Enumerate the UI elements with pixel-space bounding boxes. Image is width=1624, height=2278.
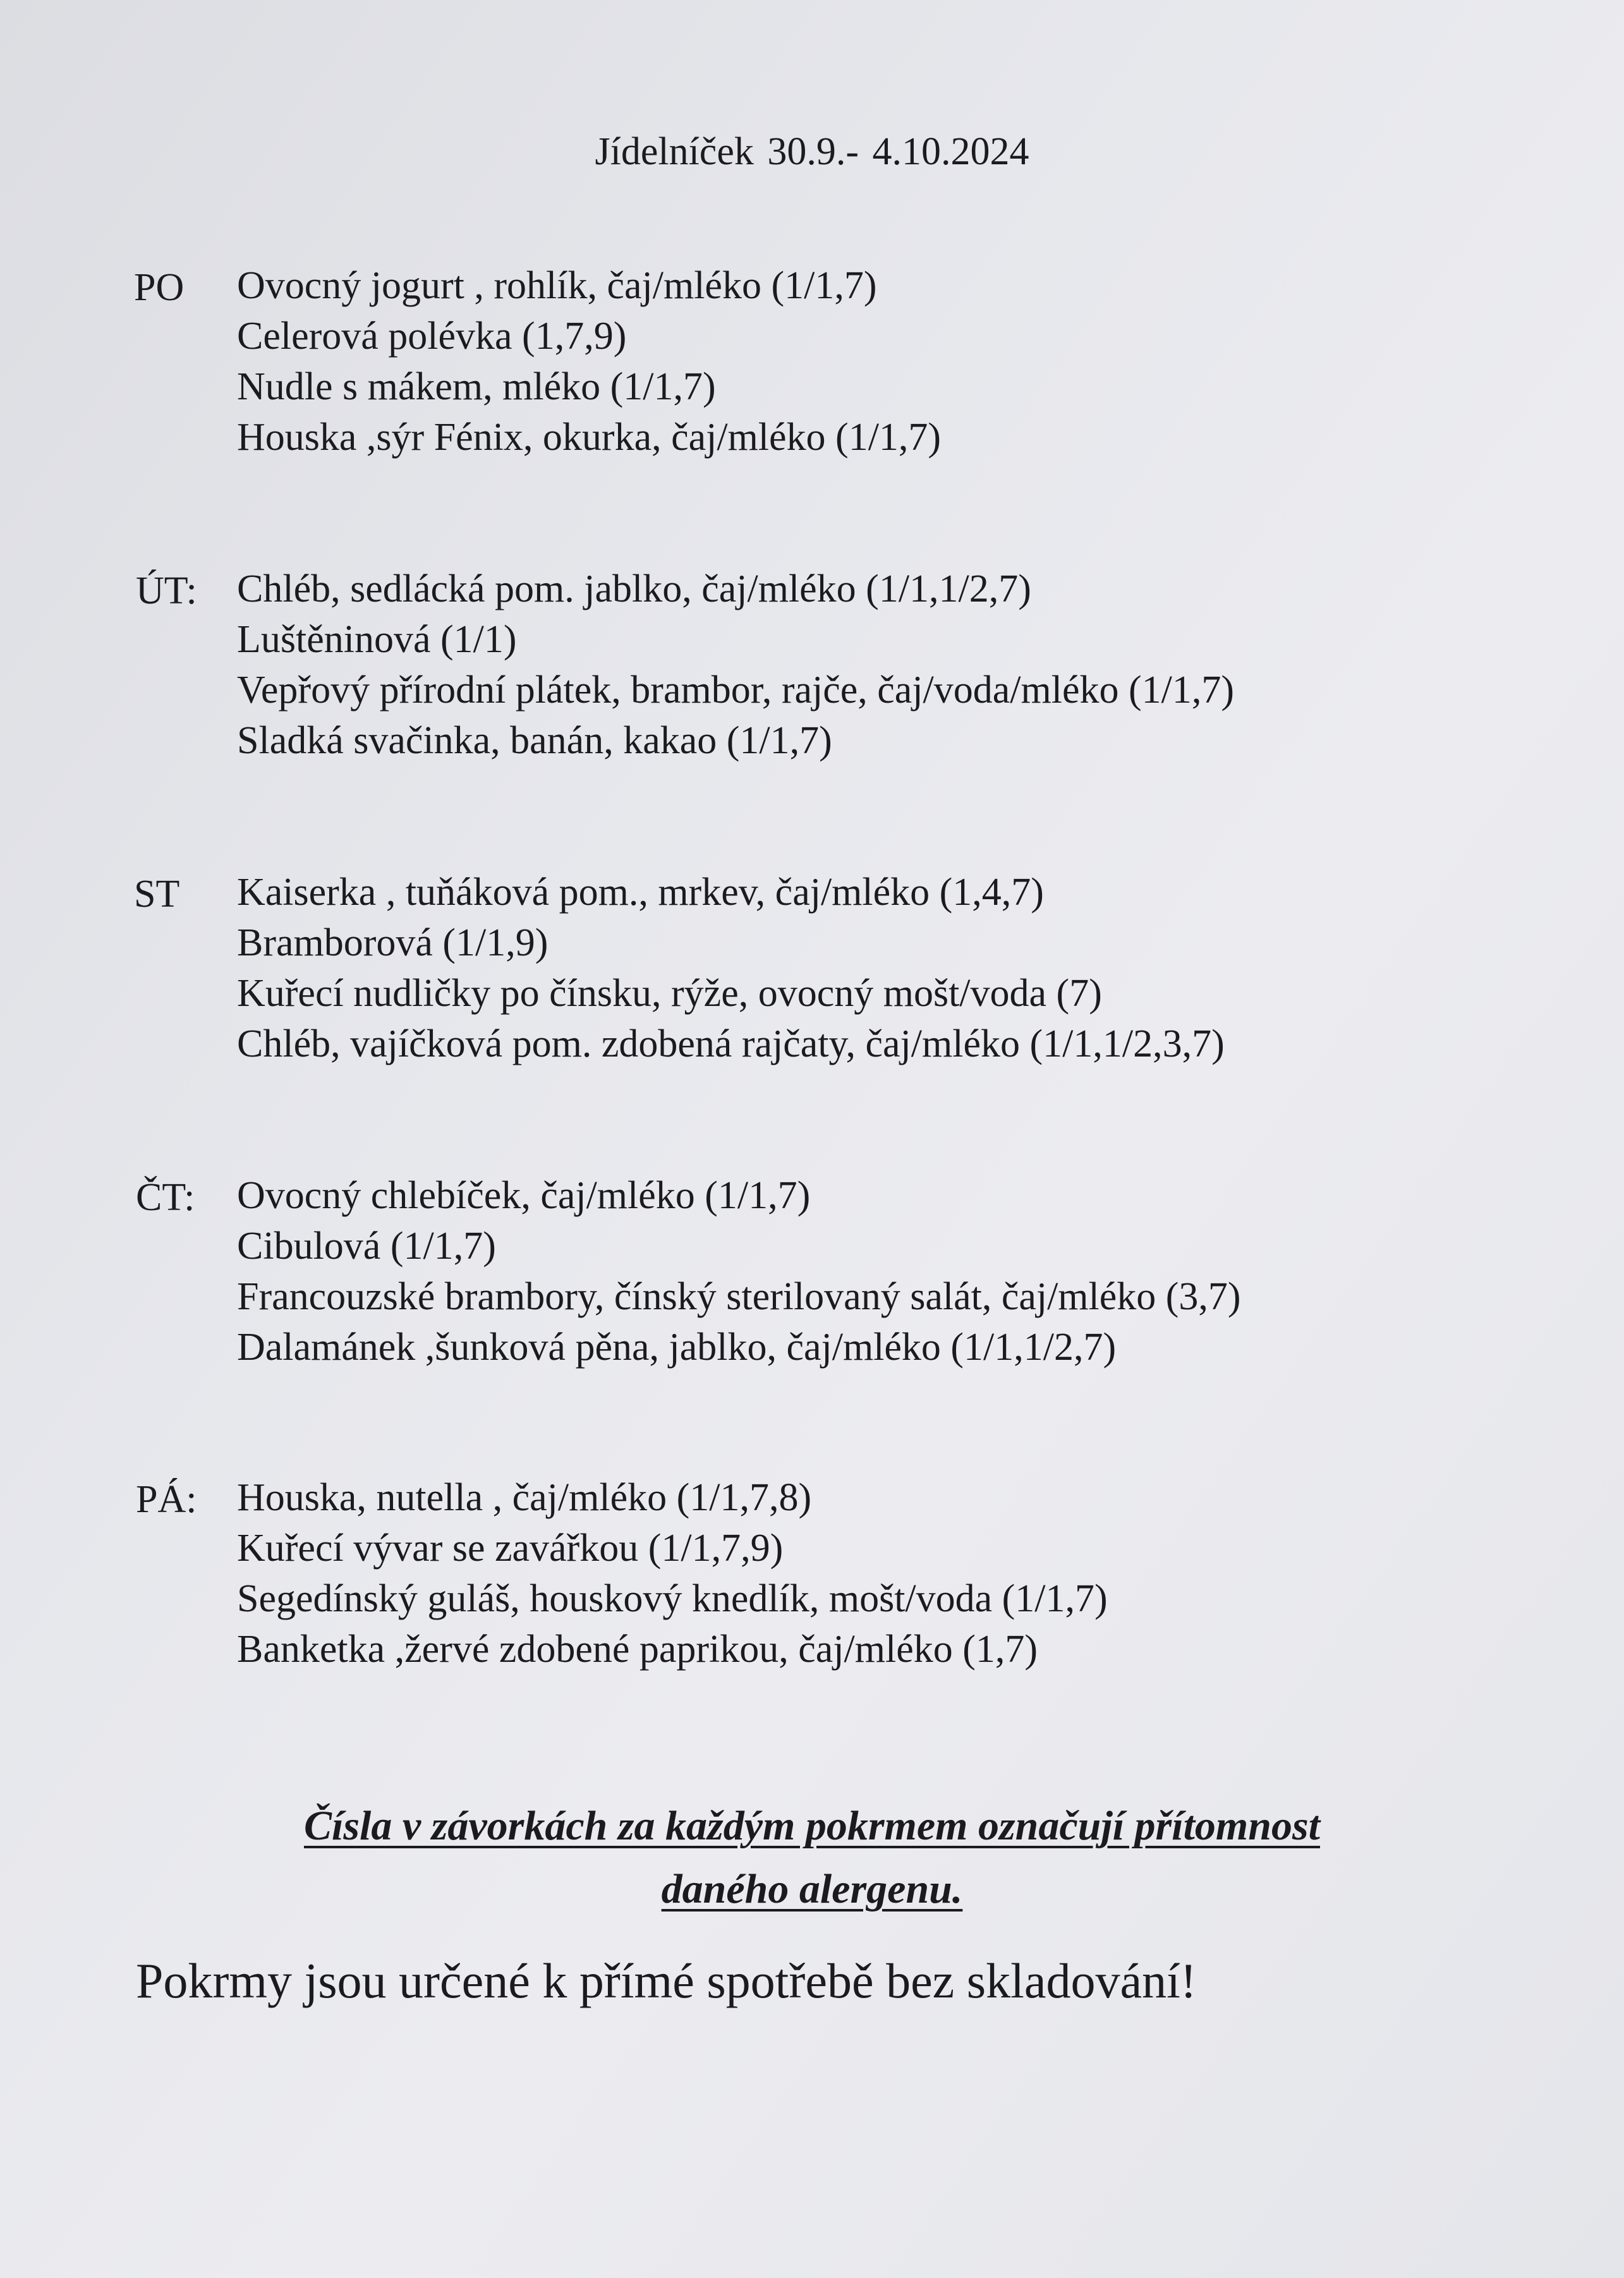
allergen-note (0, 1795, 1624, 1921)
meal-item: Ovocný jogurt , rohlík, čaj/mléko (1/1,7) (237, 264, 877, 307)
meal-item: Ovocný chlebíček, čaj/mléko (1/1,7) (237, 1174, 811, 1217)
meal-item: Dalamánek ,šunková pěna, jablko, čaj/mléko (1/1,1/2,7) (237, 1326, 1117, 1369)
menu-title: Jídelníček 30.9.- 4.10.2024 (595, 130, 1029, 173)
meal-item: Banketka ,žervé zdobené paprikou, čaj/mléko (1,7) (237, 1628, 1038, 1671)
meal-item: Bramborová (1/1,9) (237, 921, 548, 964)
storage-warning: Pokrmy jsou určené k přímé spotřebě bez skladování! (136, 1953, 1197, 2008)
meal-item: Chléb, sedlácká pom. jablko, čaj/mléko (1/1,1/2,7) (237, 567, 1031, 610)
meal-item: Francouzské brambory, čínský sterilovaný salát, čaj/mléko (3,7) (237, 1275, 1241, 1318)
meal-item: Kuřecí vývar se zavářkou (1/1,7,9) (237, 1527, 784, 1570)
day-label: ČT: (136, 1176, 195, 1219)
day-label: PO (134, 266, 185, 309)
meal-item: Celerová polévka (1,7,9) (237, 315, 627, 358)
meal-item: Luštěninová (1/1) (237, 618, 517, 661)
meal-item: Segedínský guláš, houskový knedlík, mošt/voda (1/1,7) (237, 1577, 1108, 1620)
meal-item: Houska, nutella , čaj/mléko (1/1,7,8) (237, 1476, 812, 1519)
allergen-note-line2: daného alergenu. (661, 1866, 963, 1912)
day-label: PÁ: (136, 1478, 197, 1521)
meal-list (237, 260, 941, 463)
meal-item: Kaiserka , tuňáková pom., mrkev, čaj/mléko (1,4,7) (237, 871, 1044, 914)
meal-item: Cibulová (1/1,7) (237, 1225, 496, 1268)
day-label: ST (134, 873, 180, 916)
meal-item: Sladká svačinka, banán, kakao (1/1,7) (237, 719, 832, 762)
day-label: ÚT: (136, 569, 197, 612)
meal-list (237, 564, 1234, 766)
meal-list (237, 867, 1225, 1069)
meal-list (237, 1170, 1241, 1372)
meal-list (237, 1472, 1108, 1675)
meal-item: Vepřový přírodní plátek, brambor, rajče, čaj/voda/mléko (1/1,7) (237, 669, 1235, 712)
meal-item: Houska ,sýr Fénix, okurka, čaj/mléko (1/1,7) (237, 416, 942, 459)
allergen-note-line1: Čísla v závorkách za každým pokrmem označují přítomnost (304, 1803, 1320, 1849)
meal-item: Chléb, vajíčková pom. zdobená rajčaty, čaj/mléko (1/1,1/2,3,7) (237, 1022, 1225, 1065)
meal-item: Kuřecí nudličky po čínsku, rýže, ovocný mošt/voda (7) (237, 972, 1102, 1015)
meal-item: Nudle s mákem, mléko (1/1,7) (237, 365, 716, 408)
